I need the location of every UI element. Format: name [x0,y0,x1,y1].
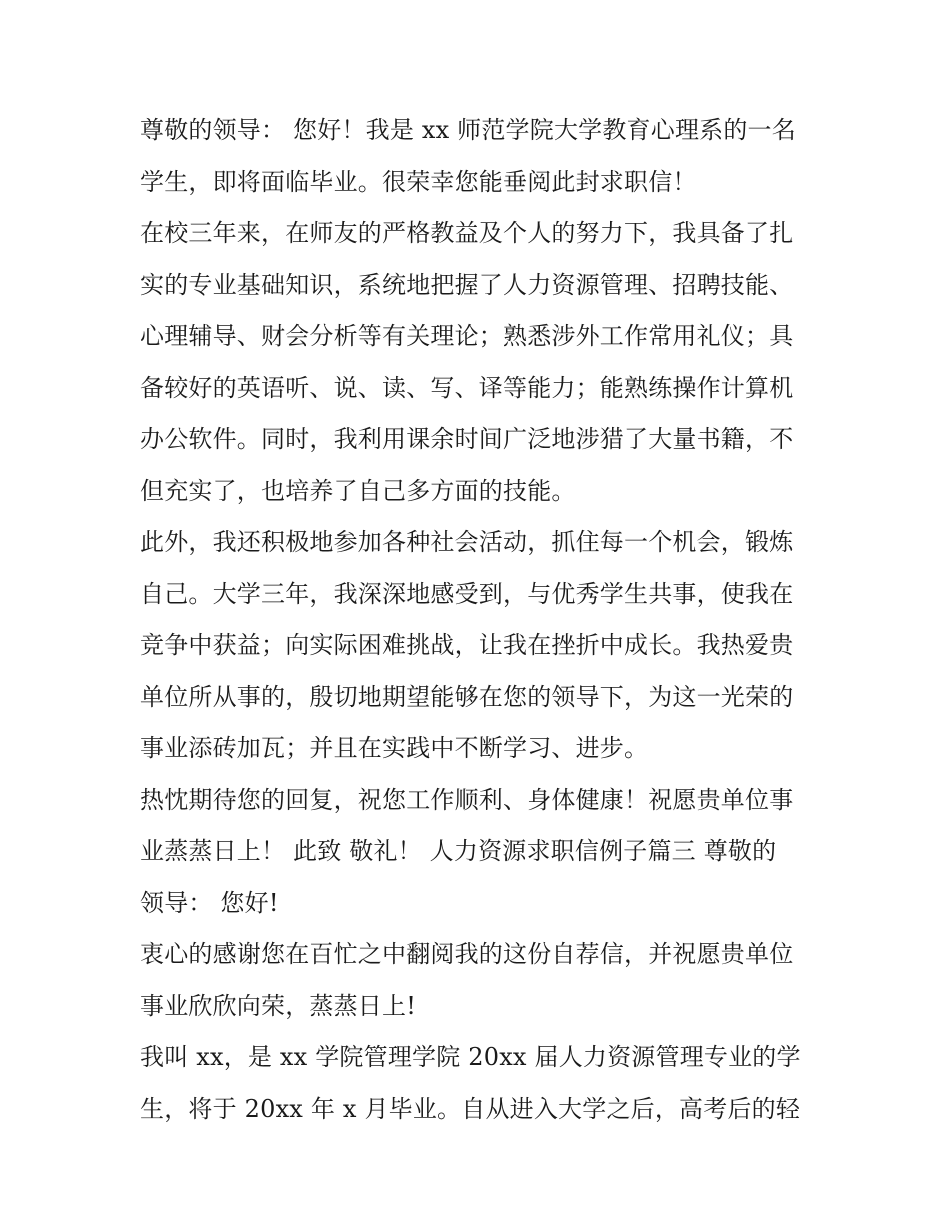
letter-body [140,105,812,1135]
text-line: 此外，我还积极地参加各种社会活动，抓住每一个机会，锻炼 [140,528,794,556]
text-line: 在校三年来，在师友的严格教益及个人的努力下，我具备了扎 [140,219,794,247]
text-line: 业蒸蒸日上！ 此致 敬礼！ 人力资源求职信例子篇三 尊敬的 [140,837,777,865]
text-line: 自己。大学三年，我深深地感受到，与优秀学生共事，使我在 [140,579,794,608]
text-line: 我叫 xx，是 xx 学院管理学院 20xx 届人力资源管理专业的学 [140,1043,801,1071]
text-line: 竞争中获益；向实际困难挑战，让我在挫折中成长。我热爱贵 [140,631,794,659]
text-line: 单位所从事的，殷切地期望能够在您的领导下，为这一光荣的 [140,682,794,711]
text-line: 领导： 您好! [140,888,279,917]
text-line: 事业添砖加瓦；并且在实践中不断学习、进步。 [140,734,649,762]
text-line: 生，将于 20xx 年 x 月毕业。自从进入大学之后，高考后的轻 [140,1094,801,1123]
text-line: 实的专业基础知识，系统地把握了人力资源管理、招聘技能、 [140,270,794,299]
text-line: 事业欣欣向荣，蒸蒸日上! [140,991,417,1020]
text-line: 心理辅导、财会分析等有关理论；熟悉涉外工作常用礼仪；具 [140,322,794,350]
text-line: 备较好的英语听、说、读、写、译等能力；能熟练操作计算机 [140,373,794,402]
text-line: 衷心的感谢您在百忙之中翻阅我的这份自荐信，并祝愿贵单位 [140,940,794,968]
text-line: 尊敬的领导： 您好！我是 xx 师范学院大学教育心理系的一名 [140,116,796,144]
text-line: 但充实了，也培养了自己多方面的技能。 [140,476,576,505]
text-line: 热忱期待您的回复，祝您工作顺利、身体健康！祝愿贵单位事 [140,785,794,814]
text-line: 办公软件。同时，我利用课余时间广泛地涉猎了大量书籍，不 [140,425,794,453]
text-line: 学生，即将面临毕业。很荣幸您能垂阅此封求职信！ [140,167,697,196]
